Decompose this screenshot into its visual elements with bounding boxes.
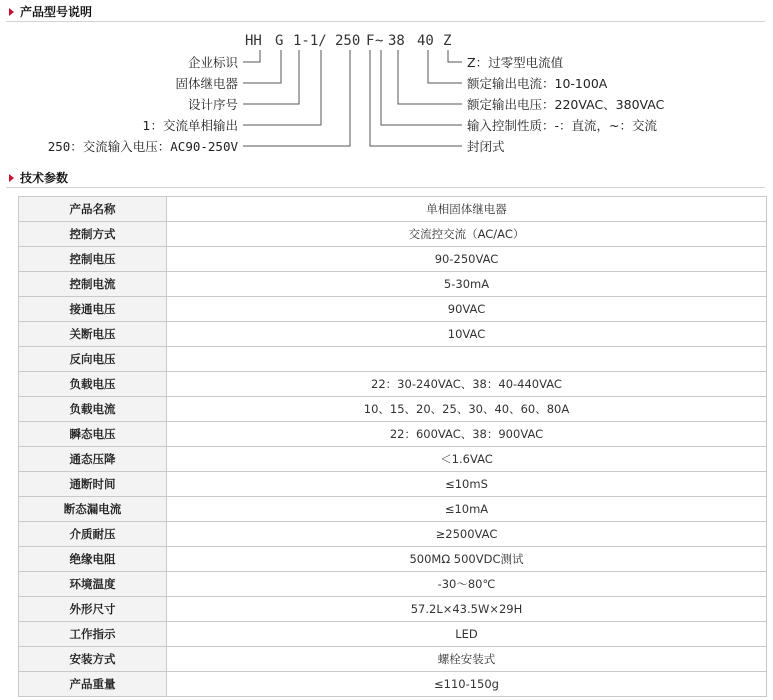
label-ac-input-voltage: 250：交流输入电压：AC90-250V [47,139,238,154]
spec-key: 控制电压 [19,247,167,272]
leader-line-left-2 [243,50,281,83]
leader-line-left-3 [243,50,299,104]
section-divider [6,187,765,188]
spec-key: 安装方式 [19,647,167,672]
code-part-control: ~ [375,33,384,49]
spec-key: 断态漏电流 [19,497,167,522]
spec-value: 90VAC [167,297,767,322]
section-header-spec [0,168,773,188]
spec-value: 22：30-240VAC、38：40-440VAC [167,372,767,397]
spec-key: 负载电压 [19,372,167,397]
spec-key: 控制方式 [19,222,167,247]
code-part-out-voltage: 38 [388,33,405,49]
table-row [19,497,767,522]
label-zero-cross: Z：过零型电流值 [467,55,564,70]
spec-value: ≤110-150g [167,672,767,697]
model-code-diagram [0,24,773,164]
arrow-right-icon [9,8,14,16]
code-part-hh: HH [245,33,262,49]
table-row [19,522,767,547]
leader-line-right-2 [428,50,462,83]
spec-key: 通断时间 [19,472,167,497]
table-row [19,247,767,272]
label-solid-relay: 固体继电器 [175,76,238,91]
leader-line-right-4 [381,50,462,125]
spec-key: 控制电流 [19,272,167,297]
table-row [19,197,767,222]
spec-key: 负载电流 [19,397,167,422]
section-title-spec: 技术参数 [20,171,69,185]
spec-key: 通态压降 [19,447,167,472]
spec-value: ＜1.6VAC [167,447,767,472]
spec-value: 500MΩ 500VDC测试 [167,547,767,572]
spec-value: ≥2500VAC [167,522,767,547]
leader-line-right-5 [370,50,462,146]
label-design-serial: 设计序号 [187,97,238,112]
label-sealed: 封闭式 [467,139,505,154]
code-part-f: F [366,33,375,49]
spec-value: 交流控交流（AC/AC） [167,222,767,247]
spec-key: 反向电压 [19,347,167,372]
spec-key: 介质耐压 [19,522,167,547]
spec-table [18,196,767,697]
section-divider [6,21,765,22]
code-part-out-current: 40 [417,33,434,49]
label-company-id: 企业标识 [187,55,238,70]
table-row [19,372,767,397]
table-row [19,547,767,572]
spec-value: 5-30mA [167,272,767,297]
spec-key: 关断电压 [19,322,167,347]
arrow-right-icon [9,174,14,182]
code-part-z: Z [443,33,452,49]
spec-table-body [19,197,767,697]
leader-line-left-5 [243,50,350,146]
spec-value: LED [167,622,767,647]
table-row [19,272,767,297]
label-rated-current: 额定输出电流：10-100A [467,76,608,91]
spec-value: 螺栓安装式 [167,647,767,672]
model-code-svg [0,24,773,164]
spec-key: 接通电压 [19,297,167,322]
spec-value: -30～80℃ [167,572,767,597]
leader-line-right-3 [398,50,462,104]
section-title-model: 产品型号说明 [20,5,93,19]
label-rated-voltage: 额定输出电压：220VAC、380VAC [467,97,665,112]
spec-key: 绝缘电阻 [19,547,167,572]
spec-key: 瞬态电压 [19,422,167,447]
label-input-control: 输入控制性质：-：直流，~：交流 [467,118,657,133]
table-row [19,622,767,647]
spec-value: ≤10mA [167,497,767,522]
code-part-voltage: 250 [335,33,361,49]
spec-value: 90-250VAC [167,247,767,272]
section-header-model [0,2,773,22]
table-row [19,672,767,697]
spec-value: 57.2L×43.5W×29H [167,597,767,622]
spec-value: ≤10mS [167,472,767,497]
table-row [19,447,767,472]
spec-key: 产品名称 [19,197,167,222]
table-row [19,347,767,372]
table-row [19,222,767,247]
table-row [19,572,767,597]
spec-key: 外形尺寸 [19,597,167,622]
spec-key: 环境温度 [19,572,167,597]
label-ac-single-phase: 1：交流单相输出 [142,118,238,133]
table-row [19,472,767,497]
spec-key: 产品重量 [19,672,167,697]
spec-value: 单相固体继电器 [167,197,767,222]
spec-value [167,347,767,372]
leader-line-right-1 [448,50,462,62]
spec-value: 10VAC [167,322,767,347]
spec-key: 工作指示 [19,622,167,647]
table-row [19,397,767,422]
leader-line-left-4 [243,50,321,125]
code-part-g: G [275,33,284,49]
table-row [19,597,767,622]
spec-value: 22：600VAC、38：900VAC [167,422,767,447]
code-part-series: 1-1/ [293,33,327,49]
table-row [19,322,767,347]
leader-line-left-1 [243,50,260,62]
table-row [19,297,767,322]
spec-value: 10、15、20、25、30、40、60、80A [167,397,767,422]
table-row [19,422,767,447]
table-row [19,647,767,672]
